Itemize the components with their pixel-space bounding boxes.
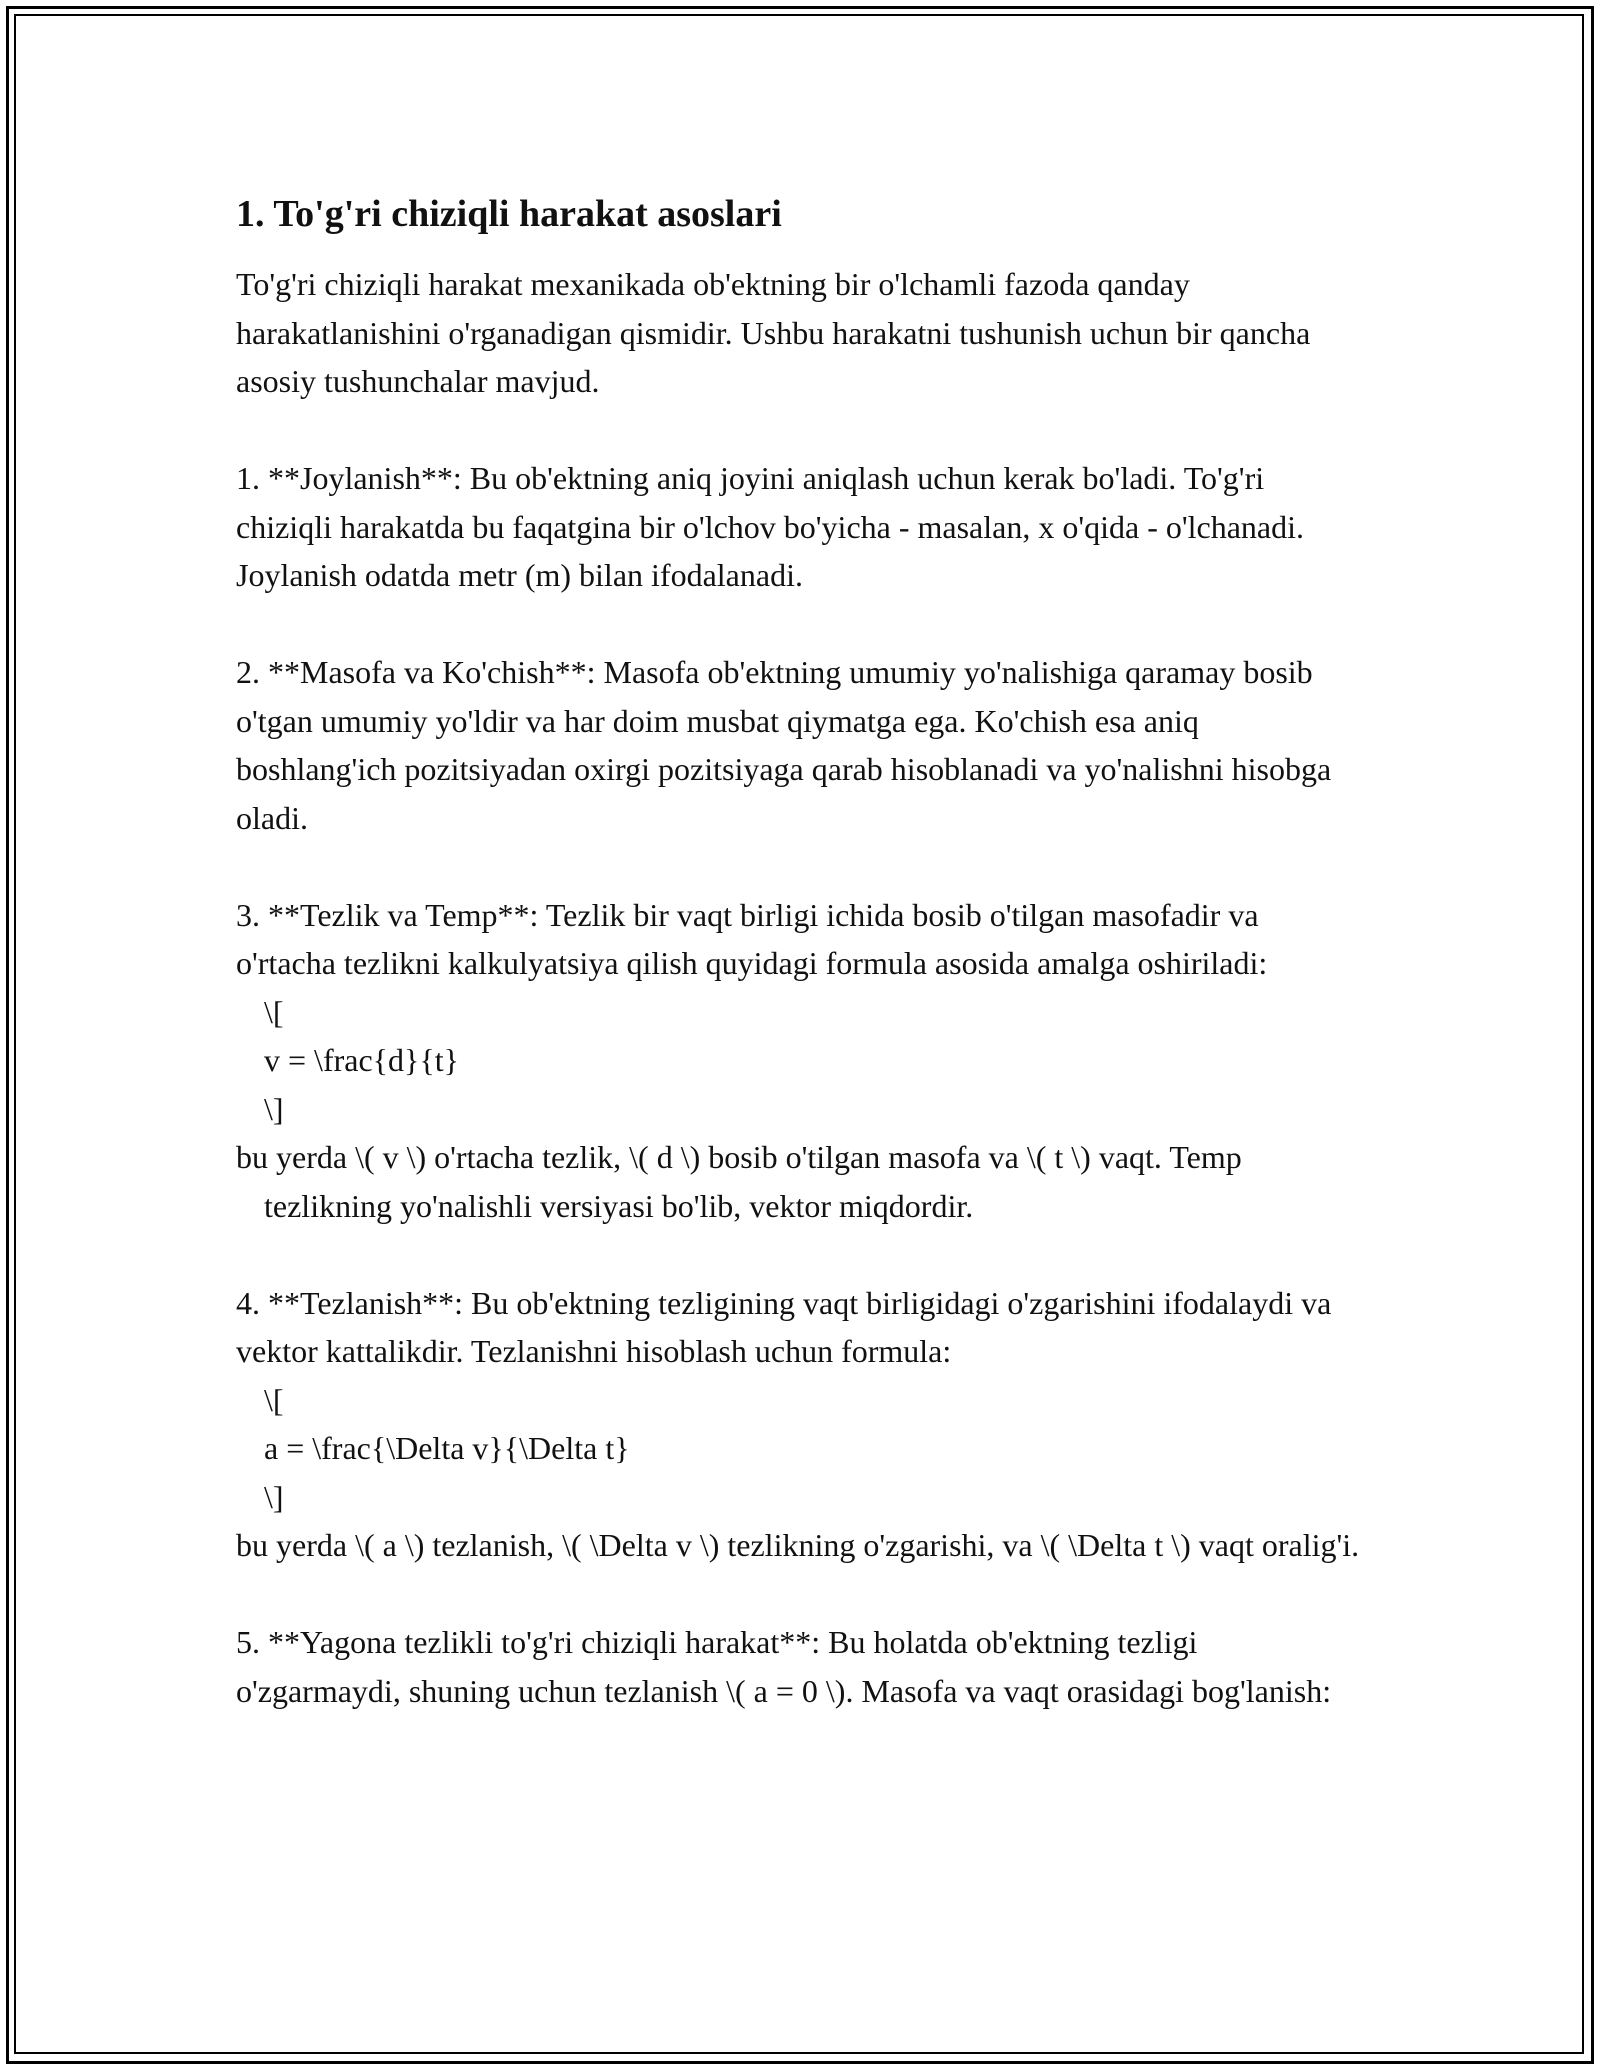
item-masofa-kochish: 2. **Masofa va Ko'chish**: Masofa ob'ektning umumiy yo'nalishiga qaramay bosib o'tgan umumiy yo'ldir va har doim musbat qiymatga ega. Ko'chish esa aniq boshlang'ich pozitsiyadan oxirgi pozitsiyaga qarab hisoblanadi va yo'nalishni hisobga oladi. — [236, 654, 1332, 836]
formula-open: \[ — [264, 993, 284, 1030]
intro-paragraph: To'g'ri chiziqli harakat mexanikada ob'ektning bir o'lchamli fazoda qanday harakatlanishini o'rganadigan qismidir. Ushbu harakatni tushunish uchun bir qancha asosiy tushunchalar mavjud. — [236, 266, 1311, 399]
paragraph-gap — [236, 406, 1366, 455]
item-yagona-tezlik: 5. **Yagona tezlikli to'g'ri chiziqli harakat**: Bu holatda ob'ektning tezligi o'zgarmaydi, shuning uchun tezlanish \( a = 0 \). Masofa va vaqt orasidagi bog'lanish: — [236, 1624, 1332, 1709]
item-tezlanish: 4. **Tezlanish**: Bu ob'ektning tezligining vaqt birligidagi o'zgarishini ifodalaydi va vektor kattalikdir. Tezlanishni hisoblash uchun formula: — [236, 1284, 1332, 1369]
formula-open: \[ — [264, 1381, 284, 1418]
explanation-text: bu yerda \( v \) o'rtacha tezlik, \( d \) bosib o'tilgan masofa va \( t \) vaqt. Temp tezlikning yo'nalishli versiyasi bo'lib, vektor miqdordir. — [236, 1139, 1242, 1224]
paragraph-gap — [236, 1230, 1366, 1279]
formula-close: \] — [264, 1090, 284, 1127]
formula-explanation — [208, 1521, 1366, 1570]
paragraph-gap — [236, 1570, 1366, 1619]
formula-close: \] — [264, 1478, 284, 1515]
item-joylanish: 1. **Joylanish**: Bu ob'ektning aniq joyini aniqlash uchun kerak bo'ladi. To'g'ri chiziqli harakatda bu faqatgina bir o'lchov bo'yicha - masalan, x o'qida - o'lchanadi. Joylanish odatda metr (m) bilan ifodalanadi. — [236, 460, 1305, 593]
formula-explanation — [208, 1133, 1366, 1230]
paragraph-gap — [236, 842, 1366, 891]
explanation-text: bu yerda \( a \) tezlanish, \( \Delta v \) tezlikning o'zgarishi, va \( \Delta t \) vaqt oralig'i. — [236, 1527, 1360, 1563]
item-tezlik-temp: 3. **Tezlik va Temp**: Tezlik bir vaqt birligi ichida bosib o'tilgan masofadir va o'rtacha tezlikni kalkulyatsiya qilish quyidagi formula asosida amalga oshiriladi: — [236, 896, 1268, 981]
formula-acceleration: a = \frac{\Delta v}{\Delta t} — [264, 1430, 630, 1466]
section-title: 1. To'g'ri chiziqli harakat asoslari — [236, 193, 782, 235]
formula-velocity: v = \frac{d}{t} — [264, 1042, 459, 1078]
paragraph-gap — [236, 600, 1366, 649]
document-body — [236, 188, 1366, 1715]
